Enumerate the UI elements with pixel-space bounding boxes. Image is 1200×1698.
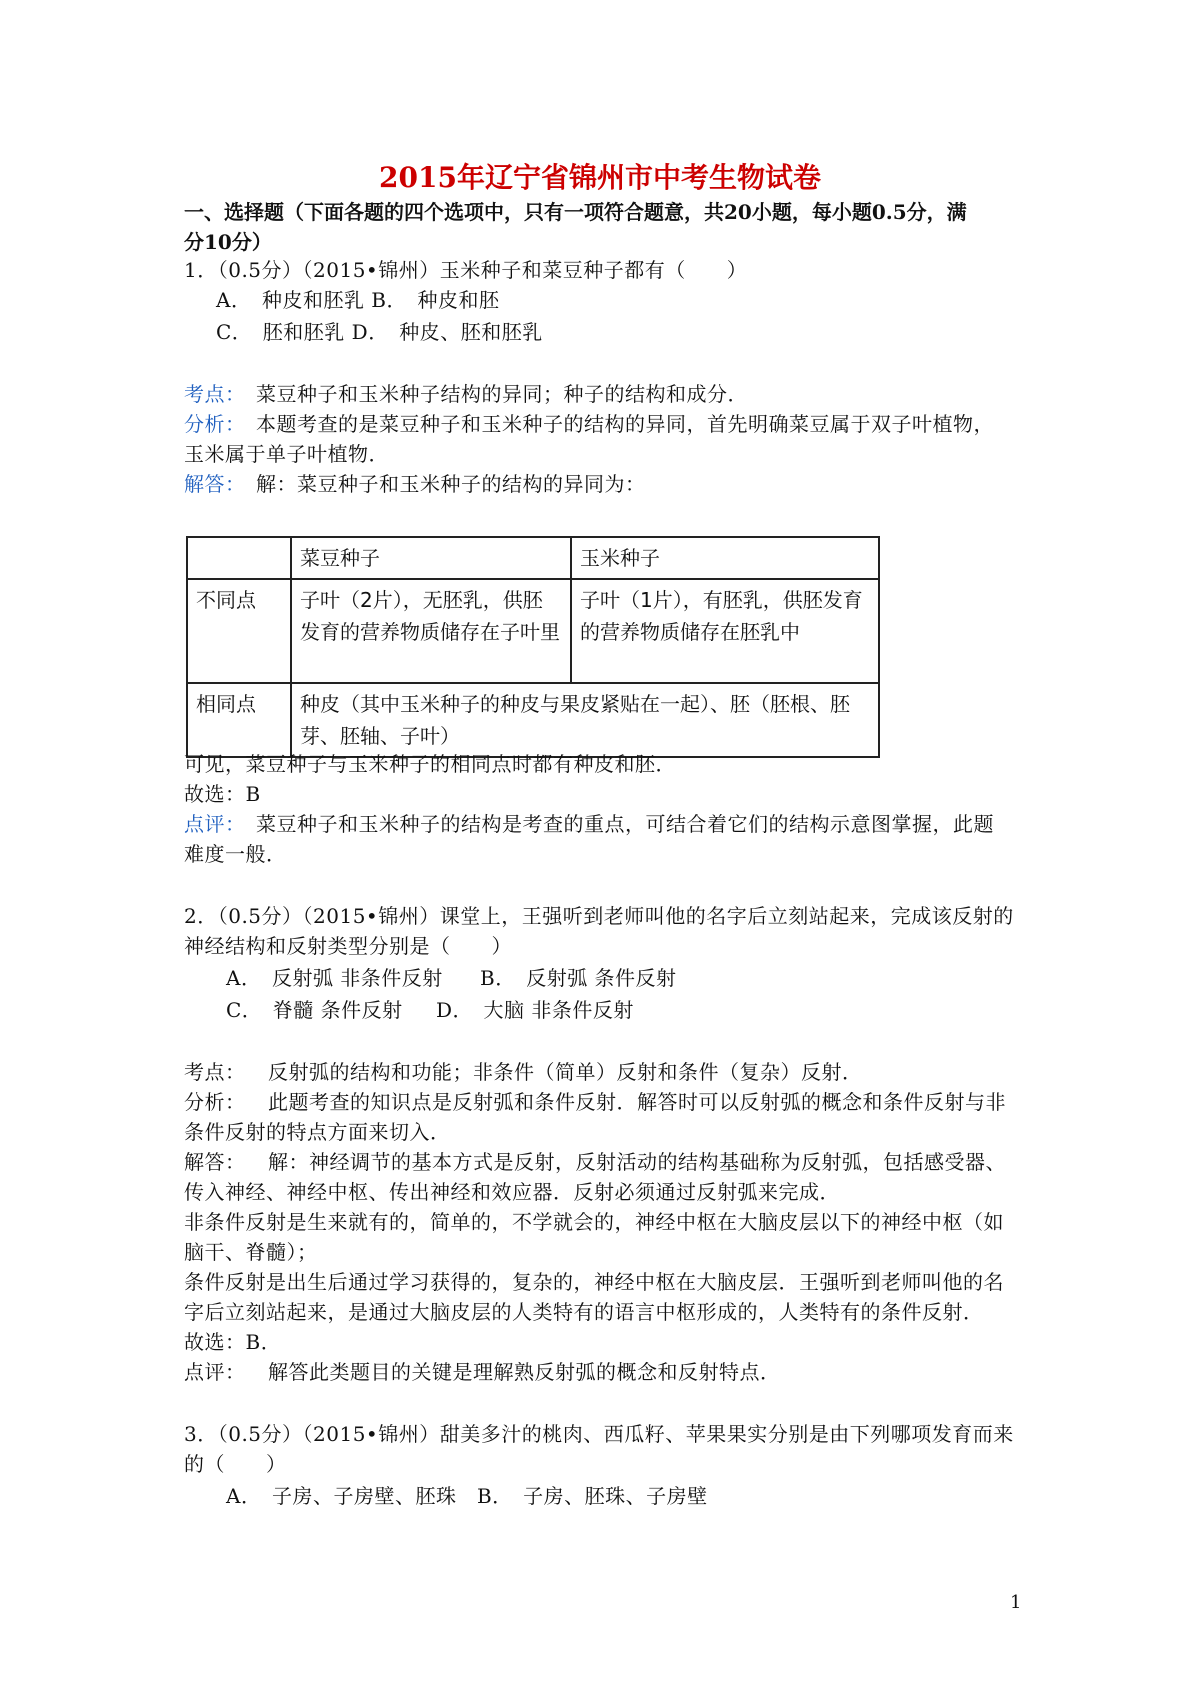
table-header-bean: 菜豆种子: [291, 537, 571, 579]
q2-fenxi-label: 分析：: [184, 1090, 246, 1114]
q1-dianping-cont: 难度一般．: [184, 842, 287, 866]
q2-jieda-line5: 条件反射是出生后通过学习获得的，复杂的，神经中枢在大脑皮层．王强听到老师叫他的名: [184, 1270, 1004, 1294]
q2-jieda-text: 解：神经调节的基本方式是反射，反射活动的结构基础称为反射弧，包括感受器、: [268, 1150, 1006, 1174]
q2-option-a: A． 反射弧 非条件反射: [226, 966, 443, 990]
q2-jieda-label: 解答：: [184, 1150, 246, 1174]
fenxi-text: 本题考查的是菜豆种子和玉米种子的结构的异同，首先明确菜豆属于双子叶植物，: [256, 412, 994, 436]
table-header-corn: 玉米种子: [571, 537, 879, 579]
page-number: 1: [1010, 1592, 1022, 1613]
jieda-label: 解答：: [184, 472, 246, 496]
q2-jieda-line3: 非条件反射是生来就有的，简单的，不学就会的，神经中枢在大脑皮层以下的神经中枢（如: [184, 1210, 1004, 1234]
section-heading-line2: 分10分）: [184, 230, 272, 254]
dianping-label: 点评：: [184, 812, 246, 836]
q2-option-c: C． 脊髓 条件反射: [226, 998, 403, 1022]
q2-dianping-text: 解答此类题目的关键是理解熟反射弧的概念和反射特点．: [268, 1360, 781, 1384]
kaodian-text: 菜豆种子和玉米种子结构的异同；种子的结构和成分．: [256, 382, 748, 406]
q2-jieda-line4: 脑干、脊髓）；: [184, 1240, 318, 1264]
q2-stem: 2．（0.5分）（2015•锦州）课堂上，王强听到老师叫他的名字后立刻站起来，完成该反射的: [184, 904, 1014, 928]
dianping-text: 菜豆种子和玉米种子的结构是考查的重点，可结合着它们的结构示意图掌握，此题: [256, 812, 994, 836]
q3-stem: 3．（0.5分）（2015•锦州）甜美多汁的桃肉、西瓜籽、苹果果实分别是由下列哪项发育而来: [184, 1422, 1014, 1446]
q2-dianping-label: 点评：: [184, 1360, 246, 1384]
table-row-label-diff: 不同点: [187, 579, 291, 683]
seed-comparison-table: [186, 536, 880, 758]
q1-options-row1: A． 种皮和胚乳 B． 种皮和胚: [216, 288, 500, 312]
q2-option-d: D． 大脑 非条件反射: [436, 998, 634, 1022]
q2-fenxi-cont: 条件反射的特点方面来切入．: [184, 1120, 451, 1144]
table-cell-bean-diff: 子叶（2片），无胚乳，供胚发育的营养物质储存在子叶里: [291, 579, 571, 683]
q2-fenxi: [184, 1088, 1034, 1116]
page-title: 2015年辽宁省锦州市中考生物试卷: [379, 161, 821, 194]
kaodian-label: 考点：: [184, 382, 246, 406]
q2-kaodian-label: 考点：: [184, 1060, 246, 1084]
table-corner-cell: [187, 537, 291, 579]
q2-jieda-line2: 传入神经、神经中枢、传出神经和效应器．反射必须通过反射弧来完成．: [184, 1180, 840, 1204]
q2-option-b: B． 反射弧 条件反射: [480, 966, 677, 990]
q2-fenxi-text: 此题考查的知识点是反射弧和条件反射．解答时可以反射弧的概念和条件反射与非: [268, 1090, 1006, 1114]
q1-answer: 故选：B: [184, 782, 261, 806]
table-cell-corn-diff: 子叶（1片），有胚乳，供胚发育的营养物质储存在胚乳中: [571, 579, 879, 683]
q2-dianping: [184, 1358, 1034, 1386]
q1-conclusion: 可见，菜豆种子与玉米种子的相同点时都有种皮和胚．: [184, 752, 676, 776]
q3-stem-cont: 的（ ）: [184, 1452, 287, 1476]
q1-jieda: [184, 470, 1034, 498]
q2-answer: 故选：B．: [184, 1330, 282, 1354]
q2-jieda-line6: 字后立刻站起来，是通过大脑皮层的人类特有的语言中枢形成的，人类特有的条件反射．: [184, 1300, 984, 1324]
q1-kaodian: [184, 380, 1034, 408]
q1-dianping: [184, 810, 1034, 838]
table-row-label-same: 相同点: [187, 683, 291, 757]
q2-stem-cont: 神经结构和反射类型分别是（ ）: [184, 934, 512, 958]
q2-kaodian-text: 反射弧的结构和功能；非条件（简单）反射和条件（复杂）反射．: [268, 1060, 863, 1084]
q1-options-row2: C． 胚和胚乳 D． 种皮、胚和胚乳: [216, 320, 543, 344]
q1-fenxi: [184, 410, 1034, 438]
q2-kaodian: [184, 1058, 1034, 1086]
jieda-text: 解：菜豆种子和玉米种子的结构的异同为：: [256, 472, 646, 496]
section-heading-line1: 一、选择题（下面各题的四个选项中，只有一项符合题意，共20小题，每小题0.5分，满: [184, 200, 967, 224]
q1-fenxi-cont: 玉米属于单子叶植物．: [184, 442, 389, 466]
q2-jieda: [184, 1148, 1034, 1176]
q3-options-row1: A． 子房、子房壁、胚珠 B． 子房、胚珠、子房壁: [226, 1484, 708, 1508]
table-cell-same: 种皮（其中玉米种子的种皮与果皮紧贴在一起）、胚（胚根、胚芽、胚轴、子叶）: [291, 683, 879, 757]
fenxi-label: 分析：: [184, 412, 246, 436]
q1-stem: 1．（0.5分）（2015•锦州）玉米种子和菜豆种子都有（ ）: [184, 258, 748, 282]
